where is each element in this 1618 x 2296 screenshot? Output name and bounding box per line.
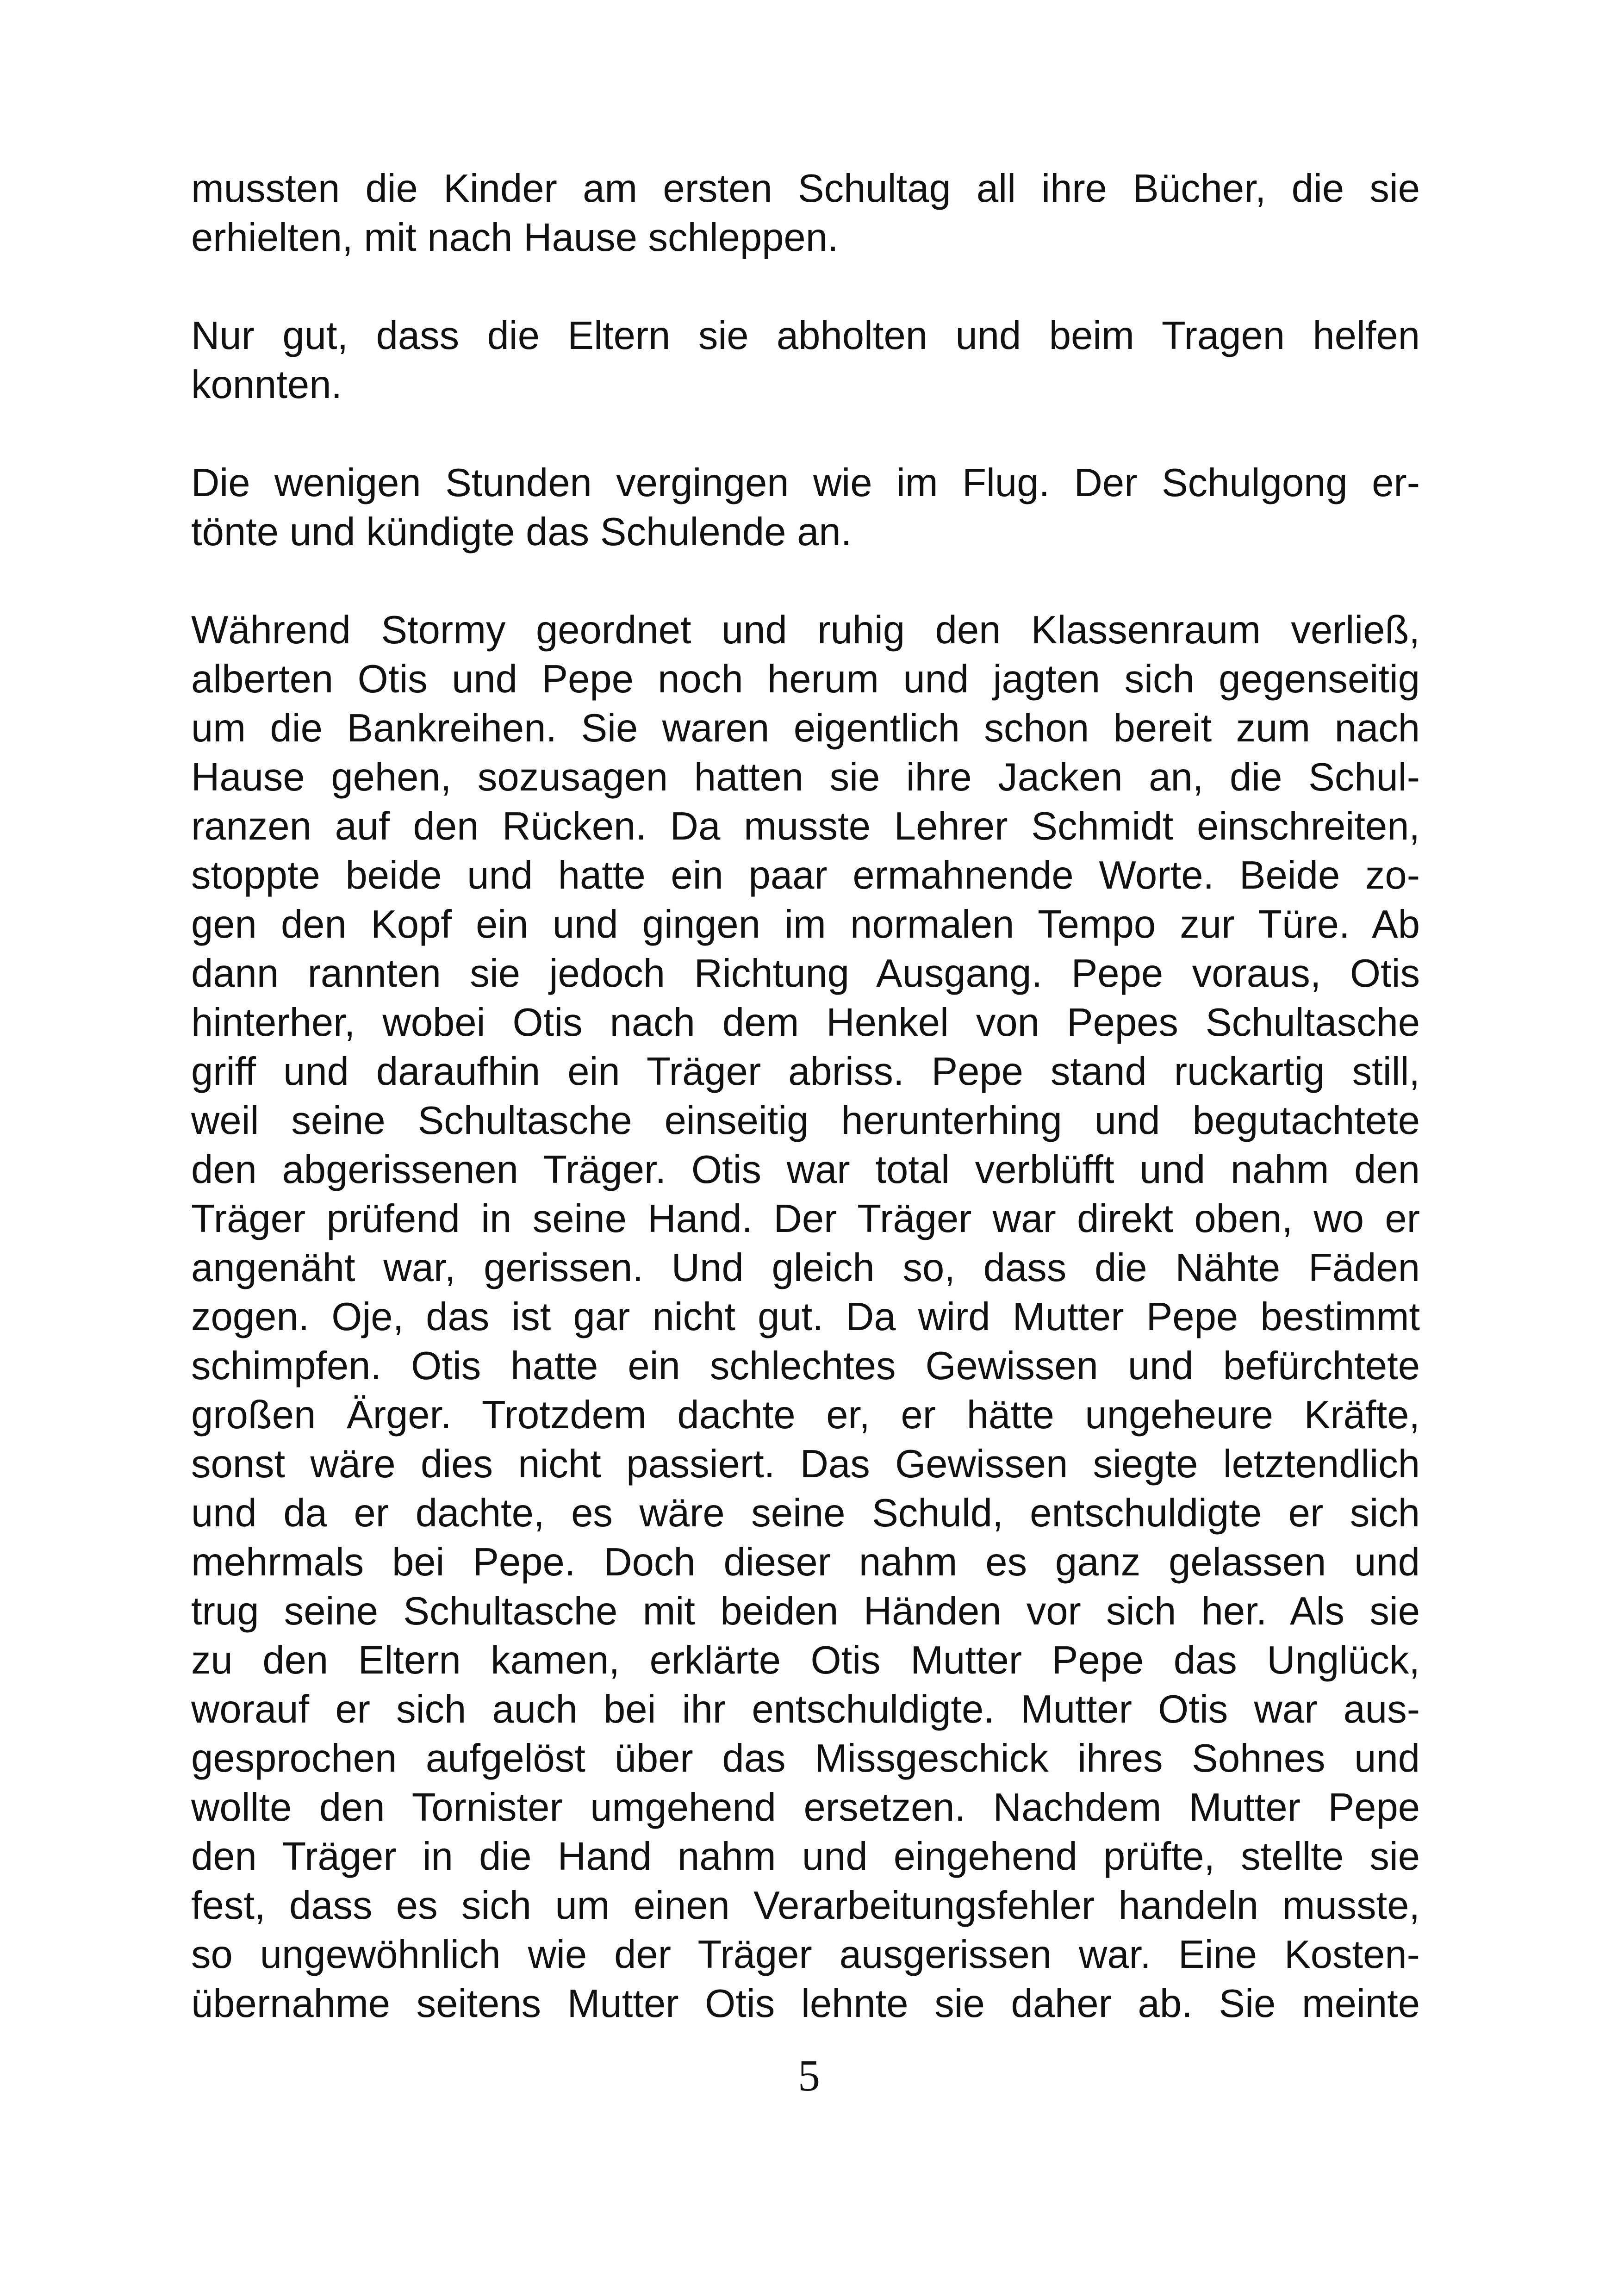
text-line: angenäht war, gerissen. Und gleich so, dass die Nähte Fäden xyxy=(191,1246,1420,1290)
text-line: tönte und kündigte das Schulende an. xyxy=(191,510,852,554)
text-line: stoppte beide und hatte ein paar ermahnende Worte. Beide zo- xyxy=(191,853,1420,897)
text-line: Hause gehen, sozusagen hatten sie ihre Jacken an, die Schul- xyxy=(191,755,1420,799)
text-line: dann rannten sie jedoch Richtung Ausgang. Pepe voraus, Otis xyxy=(191,952,1420,996)
text-line: um die Bankreihen. Sie waren eigentlich schon bereit zum nach xyxy=(191,706,1420,750)
paragraph xyxy=(191,164,1420,262)
text-line: zu den Eltern kamen, erklärte Otis Mutter Pepe das Unglück, xyxy=(191,1638,1420,1682)
text-line: alberten Otis und Pepe noch herum und jagten sich gegenseitig xyxy=(191,657,1420,701)
paragraph xyxy=(191,606,1420,2028)
text-line: wollte den Tornister umgehend ersetzen. Nachdem Mutter Pepe xyxy=(191,1786,1420,1829)
paragraph xyxy=(191,459,1420,557)
text-line: ranzen auf den Rücken. Da musste Lehrer Schmidt einschreiten, xyxy=(191,804,1420,848)
text-line: gesprochen aufgelöst über das Missgeschick ihres Sohnes und xyxy=(191,1736,1420,1780)
text-line: worauf er sich auch bei ihr entschuldigte. Mutter Otis war aus- xyxy=(191,1687,1420,1731)
text-line: Nur gut, dass die Eltern sie abholten und beim Tragen helfen xyxy=(191,314,1420,358)
text-line: mussten die Kinder am ersten Schultag all ihre Bücher, die sie xyxy=(191,167,1420,211)
text-line: konnten. xyxy=(191,363,342,407)
text-line: hinterher, wobei Otis nach dem Henkel von Pepes Schultasche xyxy=(191,1001,1420,1045)
text-line: mehrmals bei Pepe. Doch dieser nahm es ganz gelassen und xyxy=(191,1540,1420,1584)
text-line: großen Ärger. Trotzdem dachte er, er hätte ungeheure Kräfte, xyxy=(191,1393,1420,1437)
text-line: den abgerissenen Träger. Otis war total verblüfft und nahm den xyxy=(191,1148,1420,1192)
text-line: so ungewöhnlich wie der Träger ausgerissen war. Eine Kosten- xyxy=(191,1933,1420,1977)
text-line: fest, dass es sich um einen Verarbeitungsfehler handeln musste, xyxy=(191,1884,1420,1928)
body-text xyxy=(191,164,1420,2028)
text-line: weil seine Schultasche einseitig herunterhing und begutachtete xyxy=(191,1099,1420,1143)
text-line: zogen. Oje, das ist gar nicht gut. Da wird Mutter Pepe bestimmt xyxy=(191,1295,1420,1339)
text-line: übernahme seitens Mutter Otis lehnte sie daher ab. Sie meinte xyxy=(191,1982,1420,2026)
text-line: und da er dachte, es wäre seine Schuld, entschuldigte er sich xyxy=(191,1491,1420,1535)
text-line: den Träger in die Hand nahm und eingehend prüfte, stellte sie xyxy=(191,1835,1420,1879)
text-line: erhielten, mit nach Hause schleppen. xyxy=(191,216,839,260)
text-line: Während Stormy geordnet und ruhig den Klassenraum verließ, xyxy=(191,608,1420,652)
text-line: griff und daraufhin ein Träger abriss. Pepe stand ruckartig still, xyxy=(191,1050,1420,1094)
text-line: schimpfen. Otis hatte ein schlechtes Gewissen und befürchtete xyxy=(191,1344,1420,1388)
text-line: Träger prüfend in seine Hand. Der Träger war direkt oben, wo er xyxy=(191,1197,1420,1241)
text-line: trug seine Schultasche mit beiden Händen vor sich her. Als sie xyxy=(191,1589,1420,1633)
text-line: sonst wäre dies nicht passiert. Das Gewissen siegte letztendlich xyxy=(191,1442,1420,1486)
paragraph xyxy=(191,311,1420,410)
text-line: Die wenigen Stunden vergingen wie im Flug. Der Schulgong er- xyxy=(191,461,1420,505)
text-line: gen den Kopf ein und gingen im normalen Tempo zur Türe. Ab xyxy=(191,902,1420,946)
page-number: 5 xyxy=(798,2051,820,2100)
